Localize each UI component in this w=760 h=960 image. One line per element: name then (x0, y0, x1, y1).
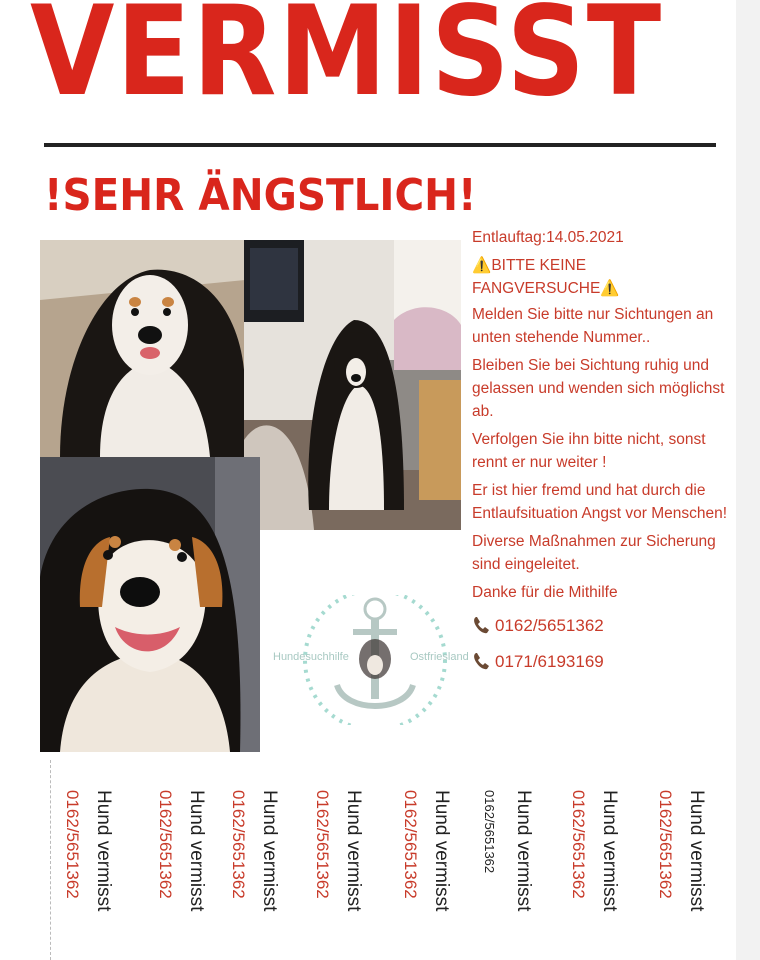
tab-label: Hund vermisst (431, 790, 452, 912)
warning-notice: ⚠️BITTE KEINE FANGVERSUCHE⚠️ (472, 257, 620, 297)
tab-phone: 0162/5651362 (156, 790, 175, 899)
dog-photo-livingroom (244, 240, 461, 530)
instruction-paragraph: Melden Sie bitte nur Sichtungen an unten stehende Nummer.. (472, 306, 714, 346)
tab-label: Hund vermisst (93, 790, 114, 912)
instruction-paragraph: Er ist hier fremd und hat durch die Entlaufsituation Angst vor Menschen! (472, 482, 728, 522)
tab-phone: 0162/5651362 (401, 790, 420, 899)
tab-phone: 0162/5651362 (656, 790, 675, 899)
details-column (472, 226, 732, 676)
tab-label: Hund vermisst (186, 790, 207, 912)
watermark-right-text: Ostfriesland (410, 651, 469, 663)
watermark-left-text: Hundesuchhilfe (273, 651, 349, 663)
tab-phone: 0162/5651362 (313, 790, 332, 899)
telephone-icon (472, 651, 492, 671)
page-left-margin (0, 0, 24, 960)
poster-headline: VERMISST (30, 0, 663, 124)
instruction-paragraph: Diverse Maßnahmen zur Sicherung sind eingeleitet. (472, 533, 716, 573)
phone-number-2[interactable]: 0171/6193169 (472, 646, 732, 676)
instruction-paragraph: Bleiben Sie bei Sichtung ruhig und gelassen und wenden sich möglichst ab. (472, 357, 725, 420)
tab-phone: 0162/5651362 (569, 790, 588, 899)
tab-label: Hund vermisst (599, 790, 620, 912)
tab-label: Hund vermisst (686, 790, 707, 912)
tab-phone: 0162/5651362 (229, 790, 248, 899)
warning-icon: ⚠️ (472, 257, 492, 274)
tab-phone: 0162/5651362 (482, 790, 497, 874)
poster-subheadline: !SEHR ÄNGSTLICH! (44, 170, 477, 221)
tab-label: Hund vermisst (343, 790, 364, 912)
warning-icon: ⚠️ (600, 280, 620, 297)
instruction-paragraph: Verfolgen Sie ihn bitte nicht, sonst rennt er nur weiter ! (472, 431, 706, 471)
phone-number-1[interactable]: 0162/5651362 (472, 610, 732, 640)
missing-date: Entlauftag:14.05.2021 (472, 229, 624, 246)
thanks-line: Danke für die Mithilfe (472, 584, 618, 601)
headline-divider (44, 143, 716, 147)
tab-phone: 0162/5651362 (63, 790, 82, 899)
dog-photo-face (40, 457, 260, 752)
rescue-logo-watermark (275, 595, 480, 725)
tab-label: Hund vermisst (259, 790, 280, 912)
telephone-icon (472, 615, 492, 635)
tab-label: Hund vermisst (513, 790, 534, 912)
tab-divider (50, 760, 51, 960)
dog-photo-closeup (40, 240, 245, 457)
page-right-margin (736, 0, 760, 960)
